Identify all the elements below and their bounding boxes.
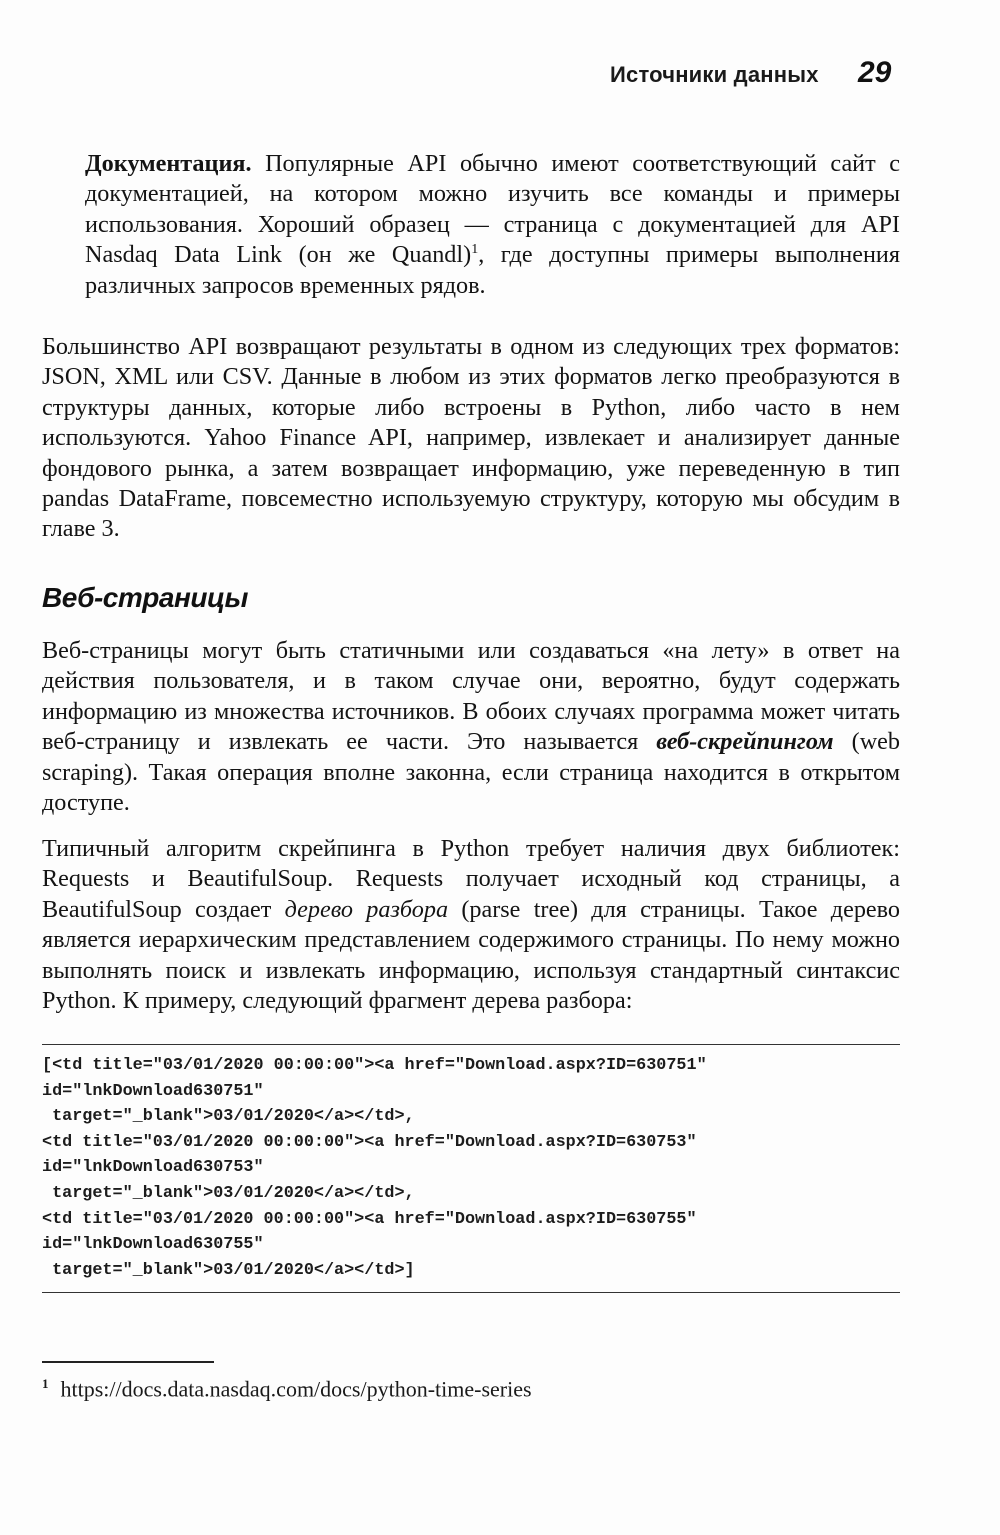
documentation-text-2: , где доступны примеры выполнения различных запросов временных рядов. xyxy=(85,241,900,299)
code-top-rule xyxy=(42,1044,900,1045)
code-bottom-rule xyxy=(42,1292,900,1293)
web-pages-text-2: (web scraping). Такая операция вполне законна, если страница находится в открытом доступе. xyxy=(42,728,900,817)
web-pages-text-1: Веб-страницы могут быть статичными или создаваться «на лету» в ответ на действия пользователя, и в таком случае они, вероятно, будут содержать информацию из множества источников. В обоих случаях программа может читать веб-страницу и извлекать ее части. Это называется xyxy=(42,637,900,756)
documentation-text-1: Популярные API обычно имеют соответствующий сайт с документацией, на котором можно изучить все команды и примеры использования. Хороший образец — страница с документацией для API Nasdaq Data Link (он же Quandl) xyxy=(85,150,900,269)
footnote-url[interactable]: https://docs.data.nasdaq.com/docs/python-time-series xyxy=(60,1376,532,1402)
algorithm-text-1: Типичный алгоритм скрейпинга в Python требует наличия двух библиотек: Requests и BeautifulSoup. Requests получает исходный код страницы, а BeautifulSoup создает xyxy=(42,835,900,923)
code-listing: [<td title="03/01/2020 00:00:00"><a href="Download.aspx?ID=630751" id="lnkDownload630751" target="_blank">03/01/2020</a></td>, <td title="03/01/2020 00:00:00"><a href="Download.aspx?ID=630753" id="lnkDownload630753" target="_blank">03/01/2020</a></td>, <td title="03/01/2020 00:00:00"><a href="Download.aspx?ID=630755" id="lnkDownload630755" target="_blank">03/01/2020</a></td>] xyxy=(42,1056,707,1280)
algorithm-text-2: (parse tree) для страницы. Такое дерево является иерархическим представлением содержимого страницы. По нему можно выполнять поиск и извлекать информацию, используя стандартный синтаксис Python. К примеру, следующий фрагмент дерева разбора: xyxy=(42,895,901,1015)
documentation-lead: Документация. xyxy=(85,150,252,177)
paragraph-scraping-algorithm xyxy=(42,834,900,1016)
parse-tree-term: дерево разбора xyxy=(284,895,449,923)
web-scraping-term: веб-скрейпингом xyxy=(656,728,834,756)
running-header-title: Источники данных xyxy=(610,62,819,87)
footnote-reference[interactable]: 1 xyxy=(471,242,479,258)
paragraph-api-formats: Большинство API возвращают результаты в одном из следующих трех форматов: JSON, XML или CSV. Данные в любом из этих форматов легко преобразуются в структуры данных, которые либо встроены в Python, либо часто в нем используются. Yahoo Finance API, например, извлекает и анализирует данные фондового рынка, а затем возвращает информацию, уже переведенную в тип pandas DataFrame, повсеместно используемую структуру, которую мы обсудим в главе 3. xyxy=(42,333,900,543)
section-heading-web-pages: Веб-страницы xyxy=(42,582,248,613)
paragraph-web-pages xyxy=(42,636,900,818)
footnote-marker: 1 xyxy=(42,1376,49,1391)
paragraph-documentation xyxy=(85,149,900,301)
footnote-divider xyxy=(42,1361,214,1363)
page-number: 29 xyxy=(858,56,892,89)
footnote xyxy=(42,1370,532,1403)
